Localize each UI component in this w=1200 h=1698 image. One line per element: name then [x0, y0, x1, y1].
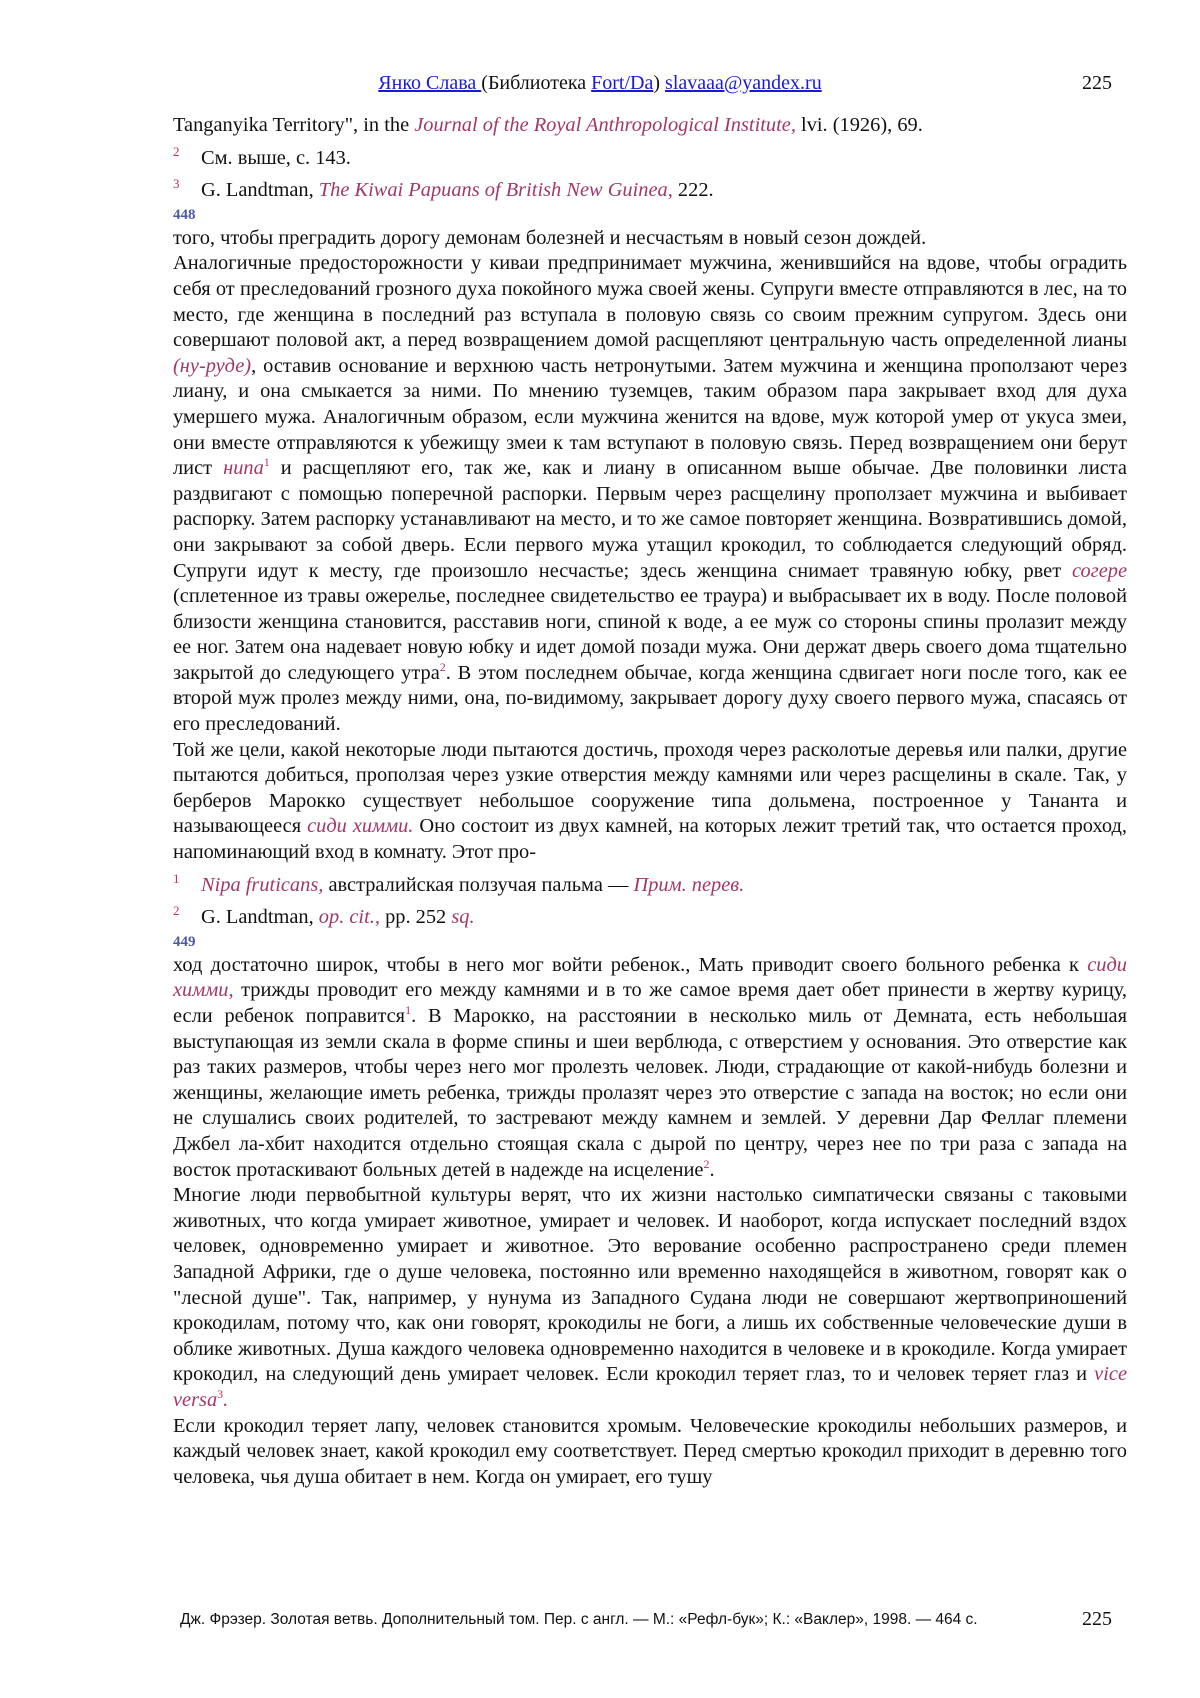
italic-term: (ну-руде): [173, 354, 252, 377]
paragraph-text: . В Марокко, на расстоянии в несколько миль от Демната, есть небольшая выступающая из земли скала в форме спины и шеи верблюда, с отверстием у основания. Это отверстие как раз таких размеров, чтобы через него мог пролезть человек. Люди, страдающие от какой-нибудь болезни и женщины, желающие иметь ребенка, трижды пролазят через это отверстие с запада на восток; но если они не слушались своих родителей, то застревают между камнем и землей. У деревни Дар Феллаг племени Джбел ла-хбит находится отдельно стоящая скала с дырой по центру, через нее по три раза с запада на восток протаскивают больных детей в надежде на исцеление: [173, 1005, 1127, 1181]
footnote-text: Tanganyika Territory", in the: [173, 114, 415, 136]
footnote-text: См. выше, с. 143.: [201, 146, 351, 169]
footnote-ref[interactable]: 2: [439, 660, 446, 675]
footnote-ref[interactable]: 3: [217, 1387, 224, 1402]
footer-page-number: 225: [1082, 1608, 1112, 1630]
paragraph-text: , оставив основание и верхнюю часть нетронутыми. Затем мужчина и женщина проползают через лиану, и она смыкается за ними. По мнению туземцев, таким образом пара закрывает вход для духа умершего мужа. Аналогичным образом, если мужчина женится на вдове, муж которой умер от укуса змеи, они вместе отправляются к убежищу змеи к там вступают в половую связь. Перед возвращением они берут лист: [173, 354, 1127, 480]
italic-term: sq.: [451, 906, 475, 929]
footnote-continuation: [173, 113, 1127, 139]
footnote-text: G. Landtman,: [201, 179, 319, 202]
footnote-text: G. Landtman,: [201, 906, 319, 929]
footnote-text: pp. 252: [379, 906, 452, 929]
paragraph-text: Той же цели, какой некоторые люди пытаются достичь, проходя через расколотые деревья или палки, другие пытаются добиться, проползая через узкие отверстия между камнями или через расщелины в скале. Так, у берберов Марокко существует небольшое сооружение типа дольмена, построенное у Тананта и называющееся: [173, 738, 1127, 838]
italic-term: согере: [1072, 559, 1127, 582]
paragraph-text: . В этом последнем обычае, когда женщина сдвигает ноги после того, как ее второй муж пролез между ними, она, по-видимому, закрывает дорогу духу своего первого мужа, спасаясь от его преследований.: [173, 661, 1128, 736]
italic-term: .: [223, 1388, 229, 1411]
paragraph: того, чтобы преградить дорогу демонам болезней и несчастьям в новый сезон дождей.: [173, 226, 927, 249]
paragraph-text: Многие люди первобытной культуры верят, что их жизни настолько симпатически связаны с таковыми животных, что когда умирает животное, умирает и человек. И наоборот, когда испускает последний вздох человек, одновременно умирает и животное. Это верование особенно распространено среди племен Западной Африки, где о душе человека, постоянно или временно находящейся в животном, говорят как о "лесной душе". Так, например, у нунума из Западного Судана люди не совершают жертвоприношений крокодилам, потому что, как они говорят, крокодилы не боги, а лишь их собственные человеческие души в облике животных. Душа каждого человека одновременно находится в человеке и в крокодиле. Когда умирает крокодил, на следующий день умирает человек. Если крокодил теряет глаз, то и человек теряет глаз и: [173, 1184, 1127, 1386]
footnote-number: 1: [173, 870, 180, 886]
footnote-number: 2: [173, 143, 180, 159]
italic-term: Прим. перев.: [633, 873, 745, 896]
library-prefix: (Библиотека: [481, 72, 592, 94]
paragraph-text: и расщепляют его, так же, как и лиану в описанном выше обычае. Две половинки листа раздвигают с помощью поперечной распорки. Первым через расщелину проползает мужчина и выбивает распорку. Затем распорку устанавливают на место, и то же самое повторяет женщина. Возвратившись домой, они закрывают за собой дверь. Если первого мужа утащил крокодил, то соблюдается следующий обряд. Супруги идут к месту, где произошло несчастье; здесь женщина снимает травяную юбку, рвет: [173, 457, 1127, 582]
footnote-number: 2: [173, 903, 180, 919]
paragraph-text: (сплетенное из травы ожерелье, последнее свидетельство ее траура) и выбрасывает их в воду. После половой близости женщина становится, расставив ноги, спиной к воде, а ее муж со стороны спины пролазит между ее ног. Затем она надевает новую юбку и идет домой позади мужа. Они держат дверь своего дома тщательно закрытой до следующего утра: [173, 585, 1127, 684]
book-title: The Kiwai Papuans of British New Guinea,: [318, 179, 673, 202]
paragraph-text: трижды проводит его между камнями и в то же самое время дает обет принести в жертву курицу, если ребенок поправится: [173, 979, 1127, 1027]
footnote-number: 3: [173, 176, 180, 192]
paragraph: [173, 953, 1127, 1183]
paragraph: Если крокодил теряет лапу, человек становится хромым. Человеческие крокодилы небольших размеров, и каждый человек знает, какой крокодил ему соответствует. Перед смертью крокодил приходит в деревню того человека, чья душа обитает в нем. Когда он умирает, его тушу: [173, 1414, 1127, 1488]
footnote-text: 222.: [672, 179, 714, 202]
library-link[interactable]: Fort/Da: [591, 72, 654, 94]
author-link[interactable]: Янко Слава: [378, 72, 482, 94]
journal-title: Journal of the Royal Anthropological Institute,: [414, 114, 796, 136]
italic-term: сиди химми.: [307, 815, 414, 838]
paragraph-text: Оно состоит из двух камней, на которых лежит третий так, что остается проход, напоминающий вход в комнату. Этот про-: [173, 815, 1127, 864]
footnote-text: австралийская ползучая пальма —: [323, 873, 634, 896]
paragraph: [173, 1183, 1127, 1413]
italic-term: vice versa: [173, 1363, 1127, 1411]
paragraph: [173, 738, 1127, 866]
paragraph-text: Аналогичные предосторожности у киваи предпринимает мужчина, женившийся на вдове, чтобы оградить себя от преследований грозного духа покойного мужа своей жены. Супруги вместе отправляются в лес, на то место, где женщина в последний раз вступала в половую связь со своим прежним супругом. Здесь они совершают половой акт, а перед возвращением домой расщепляют центральную часть определенной лианы: [173, 252, 1127, 352]
header-line: [0, 72, 1200, 95]
footnote-ref[interactable]: 1: [263, 455, 270, 470]
footnote-2: [173, 139, 1127, 172]
footnote-ref[interactable]: 1: [405, 1003, 412, 1018]
footnote-3: [173, 171, 1127, 204]
header-page-number: 225: [1082, 72, 1112, 94]
paragraph-text: .: [709, 1158, 715, 1181]
footnote-ref[interactable]: 2: [703, 1156, 710, 1171]
footnote-1: [173, 866, 1127, 899]
page-header: [0, 72, 1200, 98]
paragraph: [173, 251, 1127, 737]
footnote-text: lvi. (1926), 69.: [795, 114, 923, 136]
email-link[interactable]: slavaaa@yandex.ru: [665, 72, 822, 94]
italic-term: сиди химми,: [173, 953, 1127, 1002]
document-body: [173, 113, 1127, 1490]
italic-term: Nipa fruticans,: [201, 873, 324, 896]
footer-citation: Дж. Фрэзер. Золотая ветвь. Дополнительный том. Пер. с англ. — М.: «Рефл-бук»; К.: «Ваклер», 1998. — 464 с.: [180, 1611, 978, 1628]
paragraph-text: ход достаточно широк, чтобы в него мог войти ребенок., Мать приводит своего больного ребенка к: [173, 953, 1088, 976]
italic-term: нипа: [223, 457, 264, 480]
original-page-marker: 448: [173, 206, 196, 223]
library-suffix: ): [653, 72, 666, 94]
page-footer: [0, 1608, 1200, 1635]
original-page-marker: 449: [173, 933, 196, 950]
footnote-2: [173, 898, 1127, 931]
italic-term: op. cit.,: [318, 906, 380, 929]
